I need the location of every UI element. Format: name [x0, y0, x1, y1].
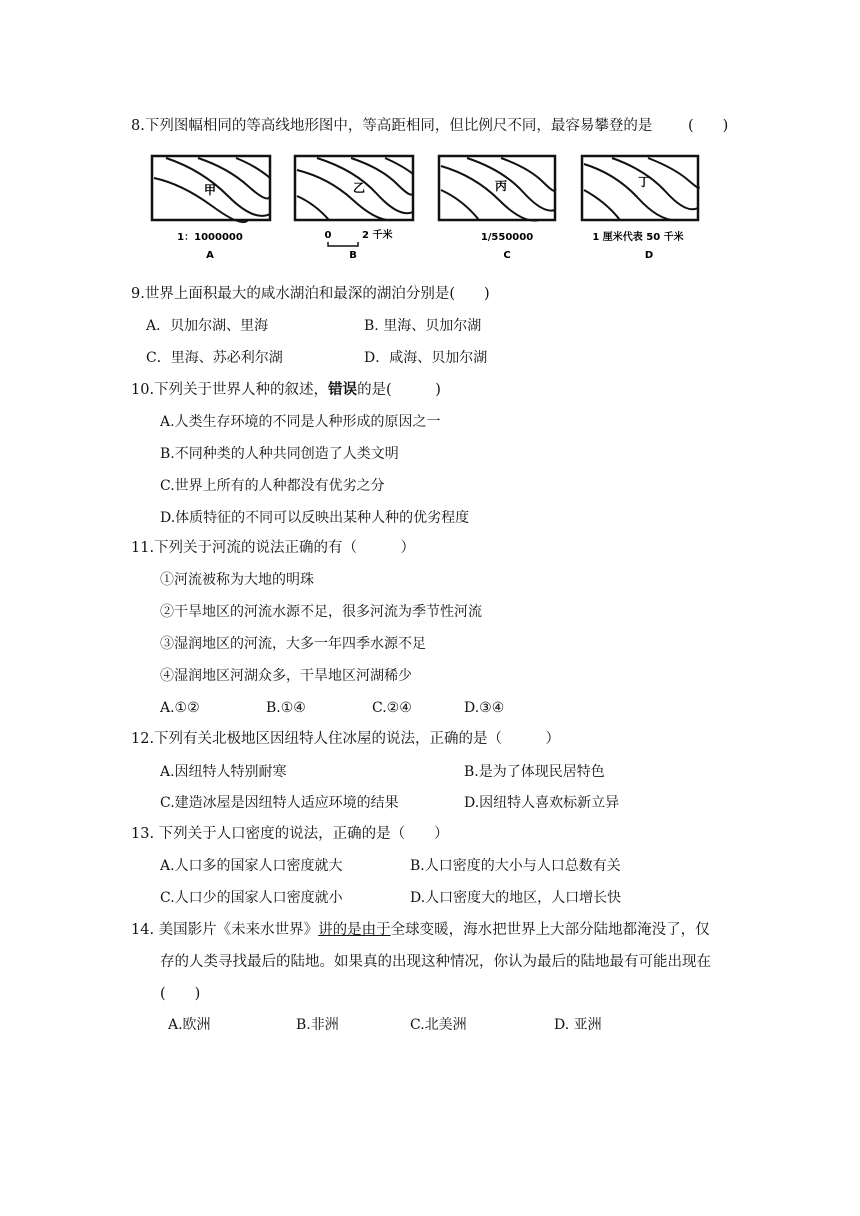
map-b-letter: B	[349, 250, 357, 261]
q13-option-c: C.人口少的国家人口密度就小	[160, 890, 343, 906]
q13-option-a: A.人口多的国家人口密度就大	[160, 858, 343, 874]
map-d-letter: D	[644, 250, 654, 261]
map-b-name: 乙	[352, 181, 366, 195]
map-a-scale: 1：1000000	[177, 232, 243, 243]
map-a	[152, 156, 270, 222]
q11-statement-1: ①河流被称为大地的明珠	[160, 572, 314, 588]
map-b	[295, 156, 413, 220]
q10-emphasis: 错误	[328, 381, 358, 398]
map-d-name: 丁	[637, 175, 651, 189]
q14-line-3: ( )	[160, 986, 201, 1002]
q12-stem: 12.下列有关北极地区因纽特人住冰屋的说法，正确的是（ ）	[131, 731, 561, 747]
q10-option-c: C.世界上所有的人种都没有优劣之分	[160, 478, 385, 494]
q14-option-c: C.北美洲	[410, 1017, 467, 1033]
map-c	[439, 156, 555, 221]
q11-option-d: D.③④	[464, 700, 505, 716]
q11-stem: 11.下列关于河流的说法正确的有（ ）	[131, 540, 416, 556]
map-a-letter: A	[206, 250, 214, 261]
map-b-scale-left: 0	[324, 230, 332, 241]
q10-option-a: A.人类生存环境的不同是人种形成的原因之一	[160, 414, 441, 430]
q14-option-d: D. 亚洲	[554, 1017, 602, 1033]
q14-line-2: 存的人类寻找最后的陆地。如果真的出现这种情况，你认为最后的陆地最有可能出现在	[160, 954, 711, 970]
q9-option-c: C．里海、苏必利尔湖	[146, 350, 283, 366]
q11-statement-2: ②干旱地区的河流水源不足，很多河流为季节性河流	[160, 604, 482, 620]
q11-statement-3: ③湿润地区的河流，大多一年四季水源不足	[160, 636, 426, 652]
q8-stem: 8.下列图幅相同的等高线地形图中，等高距相同，但比例尺不同，最容易攀登的是	[131, 118, 653, 134]
contour-maps-figure	[148, 152, 714, 262]
q13-option-b: B.人口密度的大小与人口总数有关	[410, 858, 621, 874]
q10-option-d: D.体质特征的不同可以反映出某种人种的优劣程度	[160, 510, 470, 526]
map-b-scale-right: 2 千米	[362, 230, 393, 241]
q12-option-d: D.因纽特人喜欢标新立异	[464, 795, 620, 811]
q12-option-c: C.建造冰屋是因纽特人适应环境的结果	[160, 795, 399, 811]
q14-option-a: A.欧洲	[168, 1017, 211, 1033]
map-d-scale: 1 厘米代表 50 千米	[592, 232, 684, 243]
q11-option-b: B.①④	[266, 700, 306, 716]
map-d	[582, 156, 699, 220]
map-c-scale: 1/550000	[480, 232, 534, 243]
q14-option-b: B.非洲	[296, 1017, 339, 1033]
q10-stem: 10.下列关于世界人种的叙述，错误的是( )	[131, 381, 441, 398]
q13-stem: 13. 下列关于人口密度的说法，正确的是（ ）	[131, 826, 449, 842]
map-c-name: 丙	[494, 179, 508, 193]
q9-option-a: A．贝加尔湖、里海	[146, 318, 269, 334]
q14-underlined: 讲的是由于	[318, 922, 391, 938]
q11-option-c: C.②④	[372, 700, 412, 716]
q8-blank: ( )	[688, 118, 729, 134]
map-a-name: 甲	[203, 183, 217, 197]
q9-option-d: D．咸海、贝加尔湖	[364, 350, 488, 366]
q11-option-a: A.①②	[160, 700, 200, 716]
q12-option-b: B.是为了体现民居特色	[464, 764, 605, 780]
q10-option-b: B.不同种类的人种共同创造了人类文明	[160, 446, 399, 462]
q11-statement-4: ④湿润地区河湖众多，干旱地区河湖稀少	[160, 668, 412, 684]
q9-option-b: B. 里海、贝加尔湖	[364, 318, 482, 334]
q9-stem: 9.世界上面积最大的咸水湖泊和最深的湖泊分别是( )	[131, 286, 490, 302]
q14-line-1: 14. 美国影片《未来水世界》讲的是由于全球变暖，海水把世界上大部分陆地都淹没了，仅	[131, 922, 710, 938]
map-c-letter: C	[503, 250, 511, 261]
q12-option-a: A.因纽特人特别耐寒	[160, 764, 287, 780]
q13-option-d: D.人口密度大的地区，人口增长快	[410, 890, 622, 906]
